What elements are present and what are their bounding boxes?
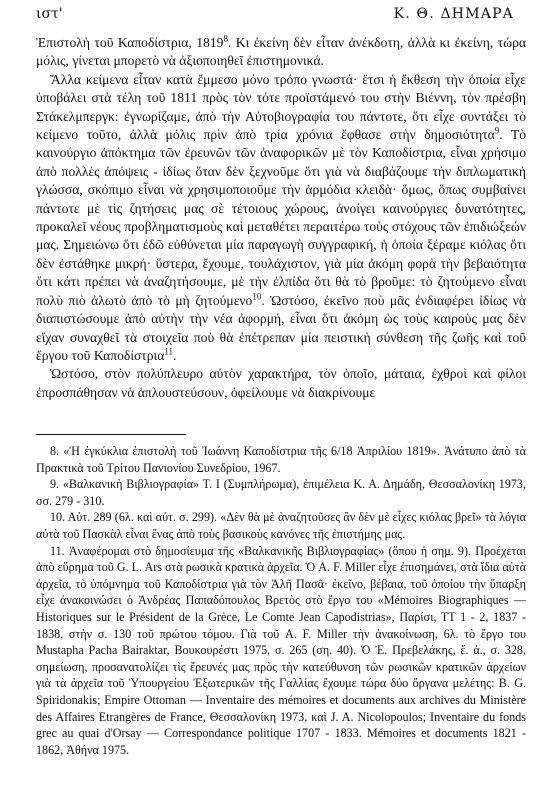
footnote-ref-11: 11 xyxy=(164,346,173,357)
footnote-11: 11. Ἀναφέρομαι στὸ δημοσίευμα τῆς «Βαλκανικῆς Βιβλιογραφίας» (ὅπου ἡ σημ. 9). Προέχεται ἀπὸ εὕρημα τοῦ G. L. Ars στὰ ρωσικὰ κρατικὰ ἀρχεῖα. Ὁ A. F. Miller εἶχε ἐπισημάνει, στὰ ἴδια αὐτὰ ἀρχεῖα, τὸ ὑπόμνημα τοῦ Καποδίστρια γιὰ τὸν Ἀλῆ Πασᾶ· ἐκεῖνο, βέβαια, τοῦ ὁποίου τὴν ὕπαρξη εἶχε ἀνακοινώσει ὁ Ἀνδρέας Παπαδόπουλος Βρετὸς στὸ ἔργο του «Mémoires Biographiques — Historiques sur le Président de la Grèce, Le Comte Jean Capodistrias», Παρίσι, ΤΤ 1 - 2, 1837 - 1838, στὴν σ. 130 τοῦ πρώτου τόμου. Γιὰ τοῦ A. F. Miller τὴν ἀνακοίνωση, 6λ. τὸ ἔργο του Mustapha Pacha Bairaktar, Βουκουρέστι 1975, σ. 265 (ση. 40). Ὁ Ἐ. Πρεβελάκης, ἔ. ἀ., σ. 328, σημείωση, προσανατολίζει τὶς ἔρευνές μας πρὸς τὴν κατεύθυνση τῶν ρωσικῶν κρατικῶν ἀρχείων γιὰ τὰ ἀρχεῖα τοῦ Ὑπουργείου Ἐξωτερικῶν τῆς Γαλλίας ἔχουμε τώρα δύο ὄργανα μελέτης: B. G. Spiridonakis; Empire Ottoman — Inventaire des mémoires et documents aux archives du Ministère des Affaires Etrangères de France, Θεσσαλονίκη 1973, καὶ J. A. Nicolopoulos; Inventaire du fonds grec au quai d'Orsay — Correspondance politique 1707 - 1833. Mémoires et documents 1821 - 1862, Ἀθήνα 1975. xyxy=(36,543,526,757)
paragraph-3-text: Ὡστόσο, στὸν πολύπλευρο αὐτὸν χαρακτήρα, τὸν ὁποῖο, μάταια, ἐχθροὶ καὶ φίλοι ἐπροσπάθησαν νὰ ἁπλουστεύσουν, ὀφείλουμε νὰ διακρίνουμε xyxy=(36,366,526,400)
page-number: ιστ' xyxy=(36,6,63,22)
footnote-divider xyxy=(36,434,186,435)
footnote-ref-9: 9 xyxy=(494,125,500,136)
footnote-10: 10. Αὐτ. 289 (6λ. καὶ αὐτ. σ. 299). «Δὲν θὰ μὲ ἀναζητοῦσες ἂν δὲν μὲ εἶχες κιόλας βρεῖ» τὰ λόγια αὐτὰ τοῦ Πασκὰλ εἶναι ἕνας ἀπὸ τοὺς βασικοὺς κανόνες τῆς ἐπιστήμης μας. xyxy=(36,510,526,541)
paragraph-2-text-cont2: . Ὡστόσο, ἐκεῖνο ποὺ μᾶς ἐνδιαφέρει ἰδίως νὰ διαπιστώσουμε ἀπὸ αὐτὴν τὴν νέα ἀφορμή, εἶναι ὅτι ἀκόμη ὡς τοὺς καιροὺς μας δὲν εἴχαν συναχθεῖ τὰ στοιχεῖα ποὺ θὰ ἐπέτρεπαν μία πειστικὴ σύνθεση τῆς ζωῆς καὶ τοῦ ἔργου τοῦ Καποδίστρια xyxy=(36,292,527,363)
footnote-ref-10: 10 xyxy=(252,291,262,302)
paragraph-1-text-cont: . Κι ἐκείνη δὲν εἶταν ἀνέκδοτη, ἀλλὰ κι ἐκείνη, τώρα μόλις, γίνεται μπορετὸ νὰ ἀξιοποιηθεῖ ἐπιστημονικά. xyxy=(36,35,526,69)
footnote-8: 8. «Ἡ ἐγκύκλια ἐπιστολὴ τοῦ Ἰωάννη Καποδίστρια τῆς 6/18 Ἀπριλίου 1819». Ἀνάτυπο ἀπὸ τὰ Πρακτικὰ τοῦ Τρίτου Πανιονίου Συνεδρίου, 1967. xyxy=(36,444,526,475)
body-paragraph-2 xyxy=(36,71,526,366)
paragraph-1-text: Ἐπιστολὴ τοῦ Καποδίστρια, 1819 xyxy=(36,35,224,50)
paragraph-2-text-cont: . Τὸ καινούργιο ἀπόκτημα τῶν ἐρευνῶν τῶν ἀναφορικῶν μὲ τὸν Καποδίστρια, εἶναι χρήσιμο ἀπὸ πολλὲς ἀπόψεις - ἰδίως ὅταν δὲν ξεχνοῦμε ὅτι γιὰ νὰ διαβάζουμε τὴν διπλωματικὴ γλώσσα, σκόπιμο εἶναι νὰ χρησιμοποιοῦμε τὴν ἁρμόδια κλειδὰ· ὅμως, ὅπως συμβαίνει πάντοτε μὲ τὶς ζητήσεις μας σὲ τέτοιους χώρους, ἀνοίγει καινούργιες δυνατότητες, προκαλεῖ νέους προβληματισμοὺς καὶ μεταθέτει περαιτέρω τοὺς στόχους τῶν ἐπιδιώξεών μας. Σημειώνω ὅτι ἐδῶ εὐθύνεται μία παραγωγὴ συγγραφική, ἡ ὁποία ξέραμε κιόλας ὅτι δὲν ἐστάθηκε μικρή· ὕστερα, ἔχουμε, τουλάχιστον, γιὰ μία ἀκόμη φορὰ τὴν βεβαιότητα ὅτι κάτι πρέπει νὰ ἀναζητήσουμε, μὲ τὴν ἐλπίδα ὅτι θὰ τὸ βροῦμε: τὸ ζητούμενο εἶναι πολὺ πιὸ ἀλωτὸ ἀπὸ τὸ μὴ ζητούμενο xyxy=(36,127,526,308)
footnotes xyxy=(36,443,526,758)
footnote-9: 9. «Βαλκανικὴ Βιβλιογραφία» Τ. Ι (Συμπλήρωμα), ἐπιμέλεια Κ. Α. Δημάδη, Θεσσαλονίκη 1973, σσ. 279 - 310. xyxy=(36,477,526,508)
footnote-ref-8: 8 xyxy=(223,33,228,44)
body-paragraph-3 xyxy=(36,365,526,402)
page-header xyxy=(36,6,514,22)
body-text xyxy=(36,34,526,402)
paragraph-2-text: Ἄλλα κείμενα εἶταν κατὰ ἔμμεσο μόνο τρόπο γνωστά· ἔτσι ἡ ἔκθεση τὴν ὁποία εἶχε ὑποβάλει στὰ τέλη τοῦ 1811 πρὸς τὸν τότε προϊστάμενό του στὴν Βιέννη, τὸν πρέσβη Στάκελμπεργκ: ἐγνωρίζαμε, ἀπὸ τὴν Αὐτοβιογραφία του πάντοτε, ὅτι εἶχε συντάξει τὸ κείμενο τοῦτο, ἀλλὰ μόλις πρὶν ἀπὸ τρία χρόνια ἔφθασε στὴν δημοσιότητα xyxy=(36,71,526,143)
running-head: Κ. Θ. ΔΗΜΑΡΑ xyxy=(393,6,514,22)
body-paragraph-1 xyxy=(36,34,526,71)
paragraph-2-text-end: . xyxy=(173,347,177,363)
